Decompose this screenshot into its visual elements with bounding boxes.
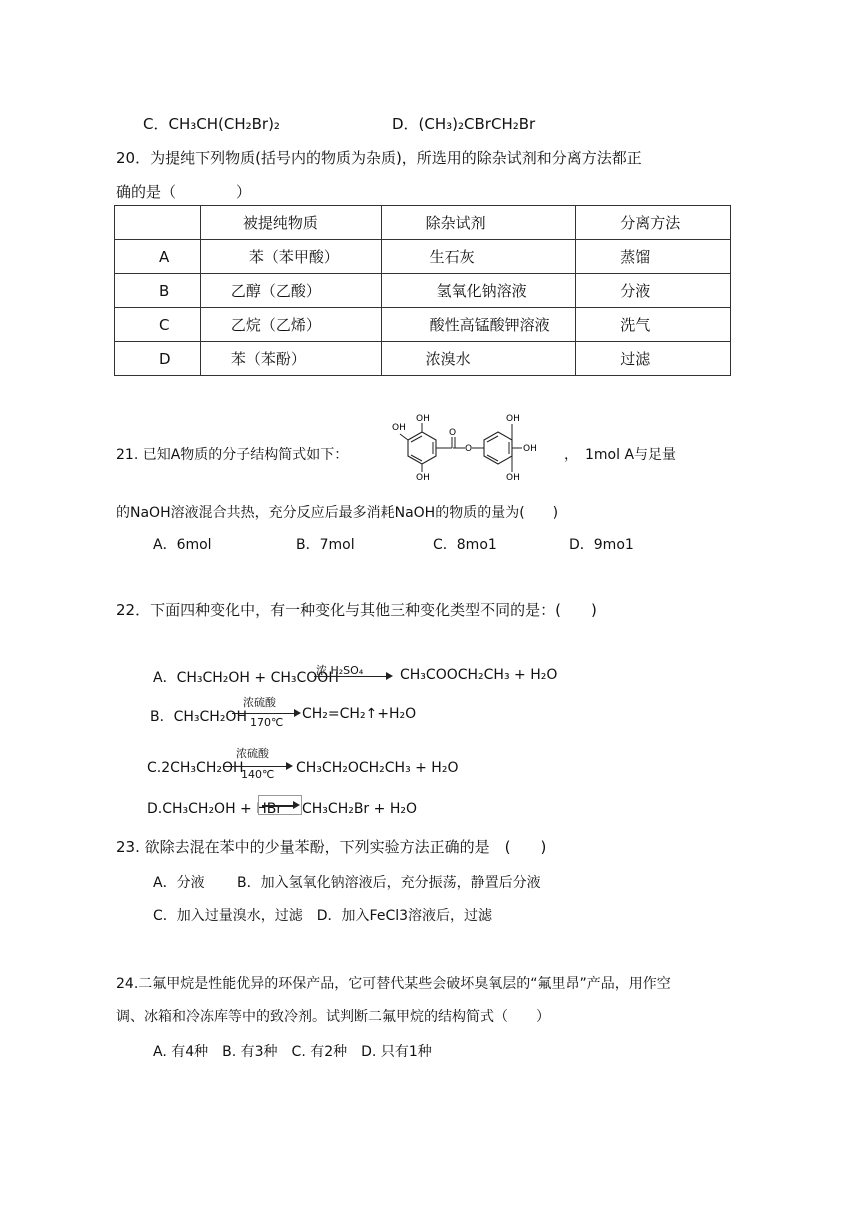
table-row bbox=[115, 342, 731, 376]
q22-option-c-products: CH₃CH₂OCH₂CH₃ + H₂O bbox=[296, 760, 459, 776]
q24-stem-line2: 调、冰箱和冷冻库等中的致冷剂。试判断二氟甲烷的结构简式（ ） bbox=[116, 1009, 550, 1025]
q22-option-b-condition-top: 浓硫酸 bbox=[243, 696, 276, 709]
table-header-cell: 被提纯物质 bbox=[200, 206, 381, 240]
reaction-arrow bbox=[314, 676, 386, 677]
q20-stem-line2: 确的是（ ） bbox=[116, 183, 252, 201]
q22-option-c-condition-top: 浓硫酸 bbox=[236, 747, 269, 760]
q22-option-b-condition-bottom: 170℃ bbox=[250, 716, 284, 729]
q20-stem-line1: 20．为提纯下列物质(括号内的物质为杂质)，所选用的除杂试剂和分离方法都正 bbox=[116, 149, 642, 167]
arrow-head-icon bbox=[286, 762, 293, 770]
q22-option-b-reactants: B．CH₃CH₂OH bbox=[150, 709, 247, 725]
q22-option-d-reactants: D.CH₃CH₂OH + HBr bbox=[147, 801, 283, 817]
q23-options-line2: C．加入过量溴水，过滤 D．加入FeCl3溶液后，过滤 bbox=[153, 908, 493, 924]
q23-stem: 23. 欲除去混在苯中的少量苯酚，下列实验方法正确的是 ( ) bbox=[116, 838, 547, 856]
q19-option-d: D．(CH₃)₂CBrCH₂Br bbox=[392, 115, 536, 133]
reaction-arrow bbox=[224, 766, 286, 767]
q21-stem-line2: 的NaOH溶液混合共热，充分反应后最多消耗NaOH的物质的量为( ) bbox=[116, 505, 559, 521]
oxygen-label: O bbox=[465, 444, 473, 454]
table-cell: B bbox=[115, 274, 201, 308]
table-row bbox=[115, 308, 731, 342]
q21-stem-prefix: 21. 已知A物质的分子结构简式如下： bbox=[116, 447, 349, 463]
table-cell: 乙烷（乙烯） bbox=[200, 308, 381, 342]
table-row bbox=[115, 240, 731, 274]
table-cell: D bbox=[115, 342, 201, 376]
arrow-head-icon bbox=[293, 801, 300, 809]
table-cell: 分液 bbox=[576, 274, 731, 308]
reaction-arrow bbox=[232, 713, 294, 714]
table-header-row bbox=[115, 206, 731, 240]
table-cell: A bbox=[115, 240, 201, 274]
q22-option-a-products: CH₃COOCH₂CH₃ + H₂O bbox=[400, 667, 558, 683]
q21-option-a: A．6mol bbox=[153, 537, 212, 553]
q21-option-d: D．9mo1 bbox=[569, 537, 634, 553]
oh-label: OH bbox=[416, 473, 430, 482]
table-cell: 苯（苯甲酸） bbox=[200, 240, 381, 274]
q23-options-line1: A．分液 B．加入氢氧化钠溶液后，充分振荡，静置后分液 bbox=[153, 875, 541, 891]
table-cell: 过滤 bbox=[576, 342, 731, 376]
q21-option-b: B．7mol bbox=[296, 537, 355, 553]
arrow-head-icon bbox=[386, 672, 393, 680]
q22-stem: 22．下面四种变化中，有一种变化与其他三种变化类型不同的是：( ) bbox=[116, 601, 597, 619]
q21-option-c: C．8mo1 bbox=[433, 537, 497, 553]
table-cell: 氢氧化钠溶液 bbox=[381, 274, 576, 308]
q22-option-d-products: CH₃CH₂Br + H₂O bbox=[302, 801, 417, 817]
table-cell: 乙醇（乙酸） bbox=[200, 274, 381, 308]
arrow-head-icon bbox=[294, 709, 301, 717]
table-cell: 苯（苯酚） bbox=[200, 342, 381, 376]
table-cell: 蒸馏 bbox=[576, 240, 731, 274]
oh-label: OH bbox=[506, 414, 520, 424]
q22-option-c-condition-bottom: 140℃ bbox=[241, 768, 275, 781]
table-header-cell bbox=[115, 206, 201, 240]
table-cell: 洗气 bbox=[576, 308, 731, 342]
table-cell: 生石灰 bbox=[381, 240, 576, 274]
oxygen-label: O bbox=[449, 428, 457, 438]
purification-table bbox=[114, 205, 731, 376]
table-cell: 酸性高锰酸钾溶液 bbox=[381, 308, 576, 342]
table-cell: C bbox=[115, 308, 201, 342]
q22-option-a-condition: 浓 H₂SO₄ bbox=[316, 664, 364, 677]
oh-label: OH bbox=[392, 423, 406, 433]
q22-option-a-reactants: A．CH₃CH₂OH + CH₃COOH bbox=[153, 670, 339, 686]
q21-stem-suffix: ， 1mol A与足量 bbox=[564, 447, 677, 463]
q19-option-c: C．CH₃CH(CH₂Br)₂ bbox=[143, 115, 280, 133]
q22-option-c-reactants: C.2CH₃CH₂OH bbox=[147, 760, 244, 776]
table-cell: 浓溴水 bbox=[381, 342, 576, 376]
oh-label: OH bbox=[416, 414, 430, 424]
reaction-arrow bbox=[262, 805, 294, 807]
q24-stem-line1: 24.二氟甲烷是性能优异的环保产品，它可替代某些会破坏臭氧层的“氟里昂”产品，用作空 bbox=[116, 976, 671, 992]
q22-option-b-products: CH₂=CH₂↑+H₂O bbox=[302, 706, 417, 722]
table-header-cell: 分离方法 bbox=[576, 206, 731, 240]
table-header-cell: 除杂试剂 bbox=[381, 206, 576, 240]
oh-label: OH bbox=[506, 473, 520, 482]
q24-options: A. 有4种 B. 有3种 C. 有2种 D. 只有1种 bbox=[153, 1044, 432, 1060]
table-row bbox=[115, 274, 731, 308]
molecule-structure-diagram bbox=[372, 410, 562, 482]
oh-label: OH bbox=[523, 444, 537, 454]
